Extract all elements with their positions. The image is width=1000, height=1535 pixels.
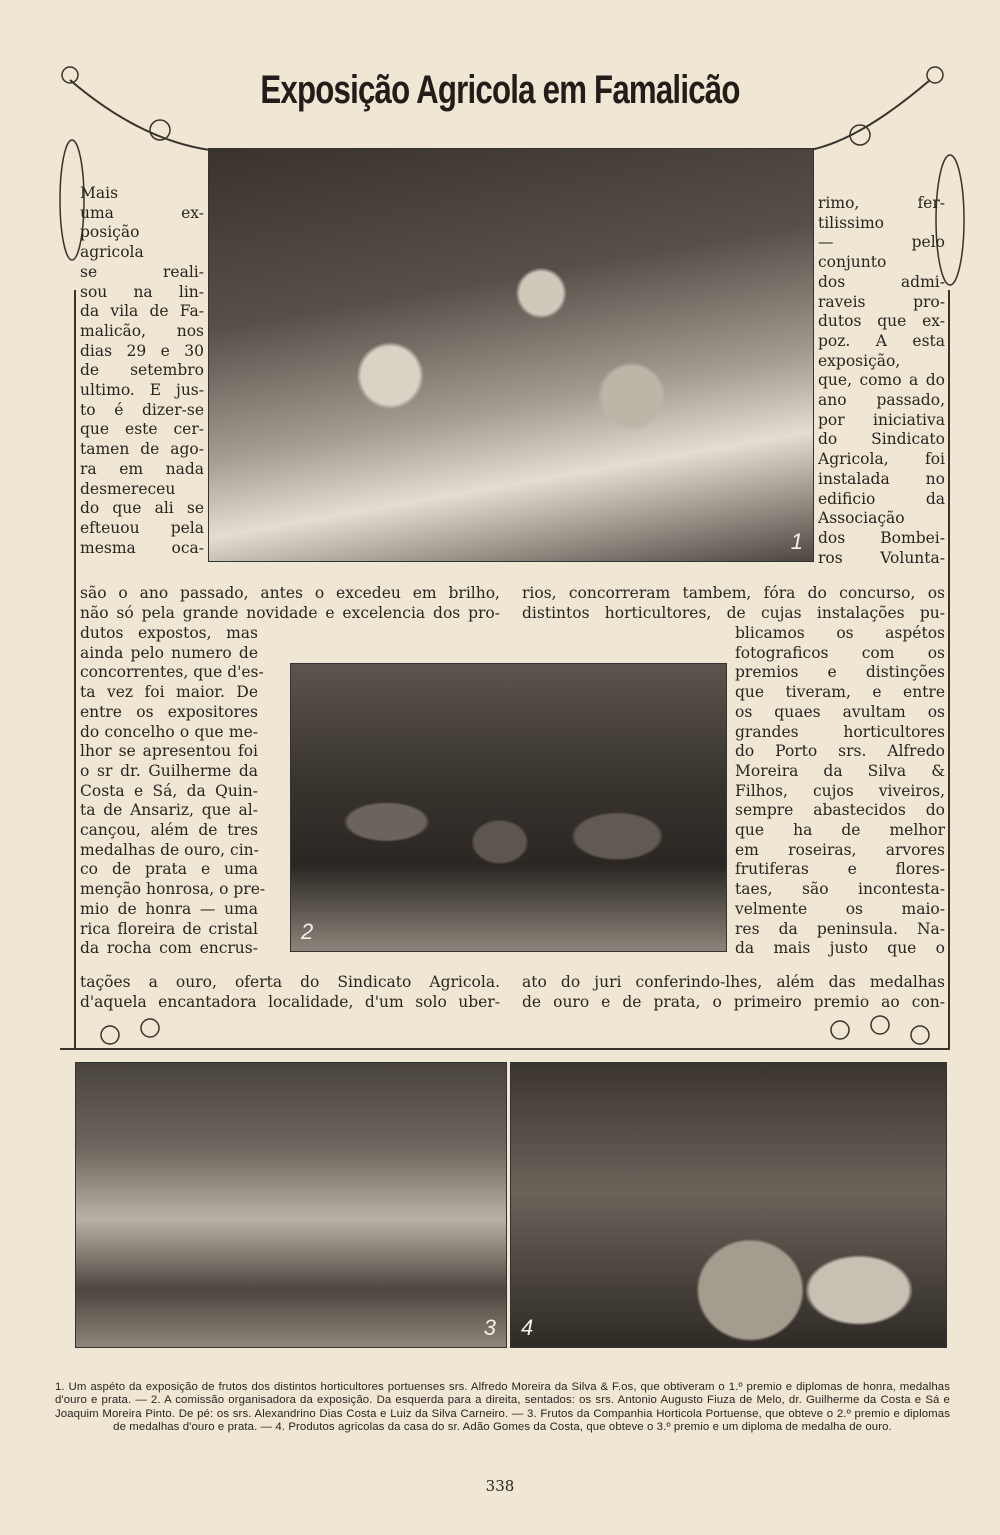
text-line: que este cer- <box>80 420 204 439</box>
text-line: de setembro <box>80 361 204 380</box>
left-border-rule <box>74 290 76 1050</box>
text-line: poz. A esta <box>818 331 945 350</box>
text-line: Agricola, foi <box>818 450 945 469</box>
text-line: da rocha com encrus- <box>80 939 258 958</box>
text-line: tações a ouro, oferta do Sindicato Agricola. <box>80 973 500 991</box>
text-line: mesma oca- <box>80 538 204 557</box>
text-line: que ha de melhor <box>735 821 945 839</box>
text-line: ra em nada <box>80 459 204 478</box>
text-line: o sr dr. Guilherme da <box>80 761 258 780</box>
text-line: blicamos os aspétos <box>735 624 945 642</box>
text-line: Costa e Sá, da Quin- <box>80 781 258 800</box>
text-line: ainda pelo numero de <box>80 643 258 662</box>
text-line: Moreira da Silva & <box>735 761 945 780</box>
text-line: do concelho o que me- <box>80 722 258 741</box>
photo-number: 4 <box>521 1315 534 1340</box>
text-line: res da peninsula. Na- <box>735 919 945 938</box>
text-line: sempre abastecidos do <box>735 801 945 820</box>
article-title: Exposição Agricola em Famalicão <box>260 68 740 112</box>
photo-fruit-exhibition <box>208 148 814 562</box>
text-line: agricola <box>80 243 144 262</box>
text-line: dutos expostos, mas <box>80 624 258 642</box>
text-line: dutos que ex- <box>818 312 945 331</box>
text-line: velmente os maio- <box>735 899 945 918</box>
text-line: ano passado, <box>818 391 945 409</box>
photo-number: 1 <box>790 529 803 554</box>
text-line: uma ex- <box>80 203 204 222</box>
page-number: 338 <box>485 1477 515 1495</box>
text-line: ultimo. E jus- <box>80 381 204 399</box>
photo-number: 3 <box>483 1315 496 1340</box>
text-line: dos admi- <box>818 272 945 291</box>
text-line: raveis pro- <box>818 292 945 311</box>
photo-agricultural-products <box>510 1062 947 1348</box>
bottom-border-rule <box>60 1048 950 1050</box>
right-border-rule <box>948 290 950 1050</box>
text-line: lhor se apresentou foi <box>80 742 258 761</box>
text-line: são o ano passado, antes o excedeu em brilho, <box>80 584 500 602</box>
text-line: ta vez foi maior. De <box>80 683 258 702</box>
text-line: premios e distinções <box>735 663 945 682</box>
text-line: exposição, <box>818 351 901 370</box>
text-line: tilissimo <box>818 213 884 232</box>
text-line: não só pela grande novidade e excelencia dos pro- <box>80 603 500 622</box>
text-line: edificio da <box>818 489 945 508</box>
text-line: rios, concorreram tambem, fóra do concurso, os <box>522 584 945 602</box>
text-line: medalhas de ouro, cin- <box>80 840 259 859</box>
text-line: Filhos, cujos viveiros, <box>735 781 945 800</box>
text-line: entre os expositores <box>80 702 258 721</box>
text-line: co de prata e uma <box>80 860 258 879</box>
text-line: do Sindicato <box>818 430 945 449</box>
text-line: taes, são incontesta- <box>735 880 945 899</box>
text-line: ros Volunta- <box>818 548 945 567</box>
text-line: menção honrosa, o pre- <box>80 880 266 899</box>
text-line: to é dizer-se <box>80 400 204 419</box>
text-line: ato do juri conferindo-lhes, além das medalhas <box>522 973 945 991</box>
text-line: malicão, nos <box>80 321 204 340</box>
text-line: — pelo <box>818 233 945 252</box>
text-line: conjunto <box>818 253 887 272</box>
text-line: mio de honra — uma <box>80 899 258 918</box>
text-line: da mais justo que o <box>735 939 945 958</box>
photo-organizing-committee <box>290 663 727 952</box>
text-line: instalada no <box>818 469 945 488</box>
photo-companhia-horticola <box>75 1062 507 1348</box>
text-line: frutiferas e flores- <box>735 860 945 879</box>
text-line: da vila de Fa- <box>80 302 204 321</box>
text-line: dos Bombei- <box>818 528 945 547</box>
text-line: posição <box>80 223 140 242</box>
text-line: que tiveram, e entre <box>735 683 945 702</box>
text-line: sou na lin- <box>80 282 204 301</box>
text-line: grandes horticultores <box>735 722 945 741</box>
text-line: por iniciativa <box>818 410 945 429</box>
text-line: que, como a do <box>818 371 945 390</box>
text-line: do Porto srs. Alfredo <box>735 742 945 761</box>
photo-number: 2 <box>301 919 314 944</box>
text-line: rica floreira de cristal <box>80 919 258 938</box>
text-line: tamen de ago- <box>80 440 204 459</box>
text-line: fotograficos com os <box>735 643 945 662</box>
text-line: do que ali se <box>80 499 204 518</box>
text-line: concorrentes, que d'es- <box>80 663 264 682</box>
text-line: d'aquela encantadora localidade, d'um solo uber- <box>80 992 500 1011</box>
text-line: se reali- <box>80 262 204 281</box>
text-line: dias 29 e 30 <box>80 341 204 360</box>
text-line: os quaes avultam os <box>735 702 945 721</box>
text-line: de ouro e de prata, o primeiro premio ao con- <box>522 992 945 1011</box>
text-line: em roseiras, arvores <box>735 840 945 859</box>
text-line: Mais <box>80 184 119 202</box>
photo-caption: 1. Um aspéto da exposição de frutos dos distintos horticultores portuenses srs. Alfredo Moreira da Silva & F.os, que obtiveram o 1.º premio e diplomas de honra, medalhas d'ouro e prata. — 2. A comissão organisadora da exposição. Da esquerda para a direita, sentados: os srs. Antonio Augusto Fiuza de Melo, dr. Guilherme da Costa e Sá e Joaquim Moreira Pinto. De pé: os srs. Alexandrino Dias Costa e Luiz da Silva Carneiro. — 3. Frutos da Companhia Horticola Portuense, que obteve o 2.º premio e diplomas de medalhas d'ouro e prata. — 4. Produtos agricolas da casa do sr. Adão Gomes da Costa, que obteve o 3.º premio e um diploma de medalha de ouro. <box>55 1381 950 1434</box>
text-line: distintos horticultores, de cujas instalações pu- <box>522 603 945 622</box>
text-line: ta de Ansariz, que al- <box>80 801 258 820</box>
text-line: cançou, além de tres <box>80 821 258 839</box>
text-line: efteuou pela <box>80 518 204 537</box>
text-line: rimo, fer- <box>818 194 945 212</box>
text-line: desmereceu <box>80 479 176 498</box>
text-line: Associação <box>818 509 905 528</box>
